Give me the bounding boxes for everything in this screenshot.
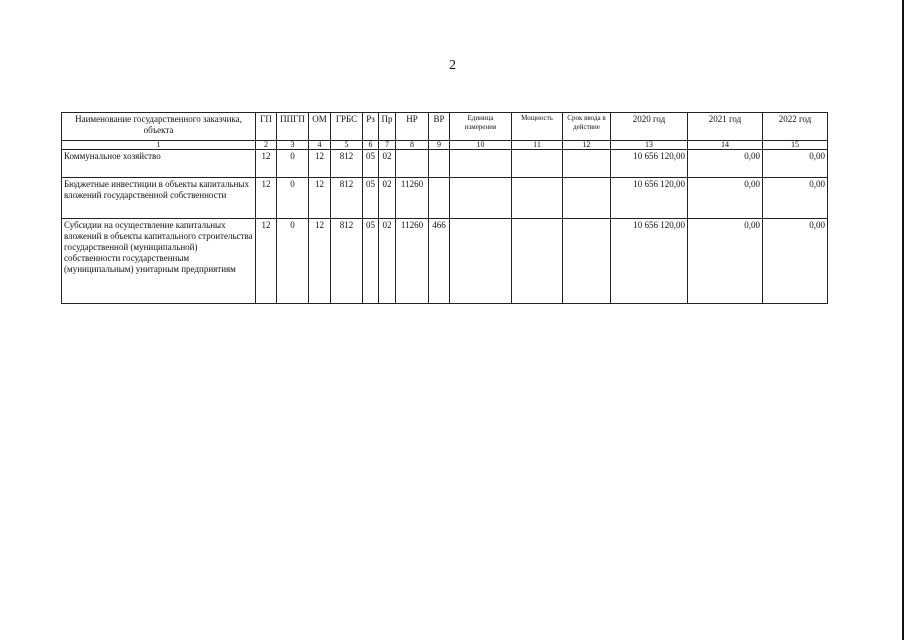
- investment-table: [61, 112, 828, 304]
- header-pr: Пр: [379, 113, 396, 141]
- row-2022: 0,00: [763, 150, 828, 178]
- row-nr: [396, 150, 429, 178]
- row-om: 12: [309, 219, 331, 304]
- header-grbs: ГРБС: [331, 113, 363, 141]
- column-number: 4: [309, 141, 331, 150]
- row-power: [512, 178, 563, 219]
- row-grbs: 812: [331, 178, 363, 219]
- row-2020: 10 656 120,00: [611, 150, 688, 178]
- column-number: 7: [379, 141, 396, 150]
- row-2022: 0,00: [763, 178, 828, 219]
- row-vr: [429, 178, 450, 219]
- row-deadline: [563, 219, 611, 304]
- header-power: Мощность: [512, 113, 563, 141]
- row-ppgp: 0: [277, 178, 309, 219]
- row-gp: 12: [256, 219, 277, 304]
- row-unit: [450, 178, 512, 219]
- row-nr: 11260: [396, 178, 429, 219]
- column-number: 10: [450, 141, 512, 150]
- row-power: [512, 219, 563, 304]
- header-om: ОМ: [309, 113, 331, 141]
- row-name: Бюджетные инвестиции в объекты капитальных вложений государственной собственности: [62, 178, 256, 219]
- column-number: 8: [396, 141, 429, 150]
- row-rz: 05: [363, 219, 379, 304]
- header-nr: НР: [396, 113, 429, 141]
- column-number: 5: [331, 141, 363, 150]
- column-number: 6: [363, 141, 379, 150]
- row-2021: 0,00: [688, 219, 763, 304]
- row-grbs: 812: [331, 219, 363, 304]
- header-2022: 2022 год: [763, 113, 828, 141]
- row-2020: 10 656 120,00: [611, 219, 688, 304]
- scan-edge-line: [902, 0, 904, 640]
- table-row: [62, 178, 828, 219]
- row-ppgp: 0: [277, 150, 309, 178]
- row-2021: 0,00: [688, 178, 763, 219]
- row-gp: 12: [256, 178, 277, 219]
- column-number: 14: [688, 141, 763, 150]
- row-name: Субсидии на осуществление капитальных вложений в объекты капитального строительства государственной (муниципальной) собственности государственным (муниципальным) унитарным предприятиям: [62, 219, 256, 304]
- row-gp: 12: [256, 150, 277, 178]
- header-deadline: Срок ввода в действие: [563, 113, 611, 141]
- column-number: 3: [277, 141, 309, 150]
- row-om: 12: [309, 150, 331, 178]
- row-ppgp: 0: [277, 219, 309, 304]
- row-pr: 02: [379, 178, 396, 219]
- row-rz: 05: [363, 178, 379, 219]
- row-vr: 466: [429, 219, 450, 304]
- header-vr: ВР: [429, 113, 450, 141]
- column-number: 2: [256, 141, 277, 150]
- header-ppgp: ППГП: [277, 113, 309, 141]
- row-power: [512, 150, 563, 178]
- row-unit: [450, 219, 512, 304]
- page-number: 2: [449, 58, 456, 73]
- row-2022: 0,00: [763, 219, 828, 304]
- column-number: 11: [512, 141, 563, 150]
- header-unit: Единица измерения: [450, 113, 512, 141]
- column-number: 1: [62, 141, 256, 150]
- column-number: 13: [611, 141, 688, 150]
- row-grbs: 812: [331, 150, 363, 178]
- row-deadline: [563, 150, 611, 178]
- header-2020: 2020 год: [611, 113, 688, 141]
- header-rz: Рз: [363, 113, 379, 141]
- row-name: Коммунальное хозяйство: [62, 150, 256, 178]
- header-2021: 2021 год: [688, 113, 763, 141]
- row-pr: 02: [379, 219, 396, 304]
- header-gp: ГП: [256, 113, 277, 141]
- row-pr: 02: [379, 150, 396, 178]
- column-number: 15: [763, 141, 828, 150]
- row-2020: 10 656 120,00: [611, 178, 688, 219]
- header-row: [62, 113, 828, 141]
- row-om: 12: [309, 178, 331, 219]
- row-vr: [429, 150, 450, 178]
- table-row: [62, 150, 828, 178]
- table-row: [62, 219, 828, 304]
- column-number: 12: [563, 141, 611, 150]
- row-2021: 0,00: [688, 150, 763, 178]
- header-name: Наименование государственного заказчика, объекта: [62, 113, 256, 141]
- row-rz: 05: [363, 150, 379, 178]
- row-unit: [450, 150, 512, 178]
- column-number-row: [62, 141, 828, 150]
- column-number: 9: [429, 141, 450, 150]
- row-nr: 11260: [396, 219, 429, 304]
- row-deadline: [563, 178, 611, 219]
